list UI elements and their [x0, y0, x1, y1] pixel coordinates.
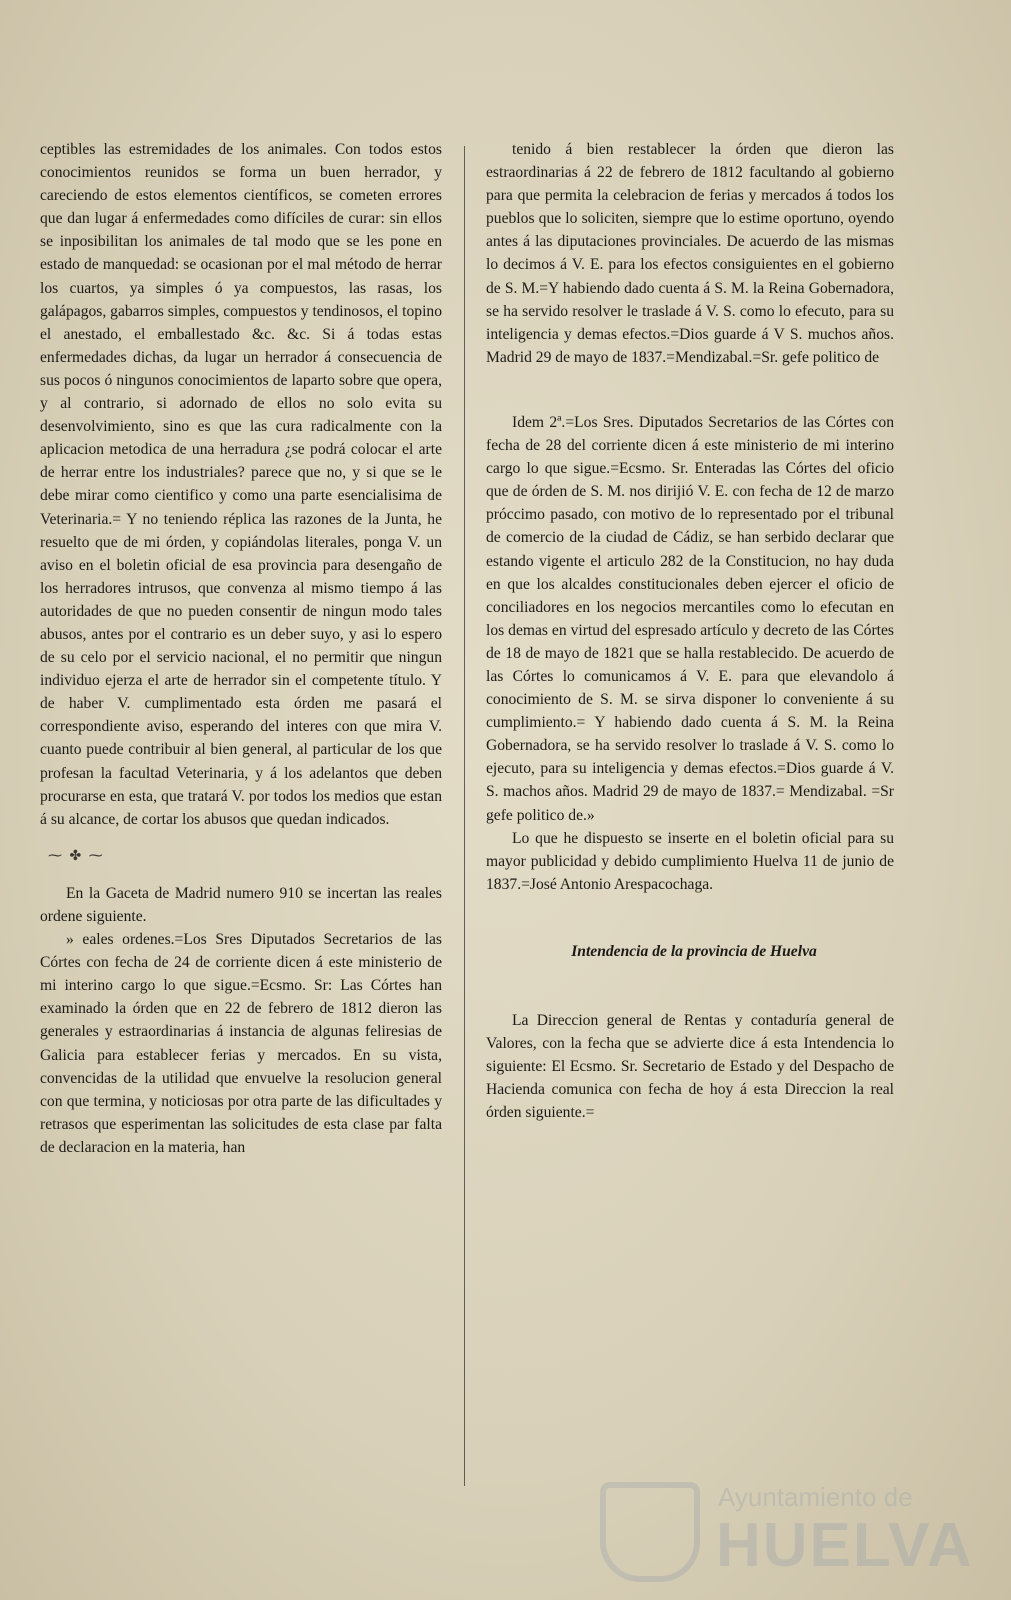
- right-paragraph-4: La Direccion general de Rentas y contaduría general de Valores, con la fecha que se advierte dice á esta Intendencia lo siguiente: El Ecsmo. Sr. Secretario de Estado y del Despacho de Hacienda comunica con fecha de hoy á esta Direccion la real órden siguiente.=: [486, 1012, 894, 1122]
- shield-icon: [600, 1482, 700, 1582]
- spacer: [486, 963, 894, 1009]
- section-heading: Intendencia de la provincia de Huelva: [571, 942, 817, 960]
- right-column: [486, 138, 894, 1124]
- ornament-divider: ⁓ ✤ ⁓: [48, 848, 105, 864]
- left-paragraph-3: » eales ordenes.=Los Sres Diputados Secretarios de las Córtes con fecha de 24 de corriente dicen á este ministerio de mi interino cargo lo que sigue.=Ecsmo. Sr: Las Córtes han examinado la órden que en 22 de febrero de 1812 dieron las generales y estraordinarias á instancia de algunas feliresias de Galicia para establecer ferias y mercados. En su vista, convencidas de la utilidad que envuelve la resolucion general con que termina, y noticiosas por otra parte de las dificultades y retrasos que esperimentan las solicitudes de esta clase par falta de declaracion en la materia, han: [40, 931, 442, 1156]
- archive-watermark: [600, 1474, 974, 1594]
- spacer: [486, 369, 894, 411]
- watermark-big-text: HUELVA: [716, 1511, 974, 1580]
- left-column: [40, 138, 442, 1159]
- watermark-small-text: Ayuntamiento de: [718, 1482, 913, 1512]
- right-paragraph-3: Lo que he dispuesto se inserte en el boletin oficial para su mayor publicidad y debido cumplimiento Huelva 11 de junio de 1837.=José Antonio Arespacochaga.: [486, 829, 894, 893]
- left-paragraph-2: En la Gaceta de Madrid numero 910 se incertan las reales ordene siguiente.: [40, 884, 442, 925]
- spacer: [486, 896, 894, 940]
- right-paragraph-1: tenido á bien restablecer la órden que dieron las estraordinarias á 22 de febrero de 1812 facultando al gobierno para que permita la celebracion de ferias y mercados á todos los pueblos que lo soliciten, siempre que lo estime oportuno, oyendo antes á las diputaciones provinciales. De acuerdo de las mismas lo decimos á V. E. para los efectos consiguientes en el gobierno de S. M.=Y habiendo dado cuenta á S. M. la Reina Gobernadora, se ha servido resolver le traslade á V. S. como lo efecuto, para su inteligencia y demas efectos.=Dios guarde á V S. muchos años. Madrid 29 de mayo de 1837.=Mendizabal.=Sr. gefe politico de: [486, 141, 894, 366]
- column-divider: [464, 146, 465, 1486]
- right-paragraph-2: Idem 2ª.=Los Sres. Diputados Secretarios de las Córtes con fecha de 28 del corriente dicen á este ministerio de mi interino cargo lo que sigue.=Ecsmo. Sr. Enteradas las Córtes del oficio que de órden de S. M. nos dirijió V. E. con fecha de 12 de marzo próccimo pasado, con motivo de lo representado por el tribunal de comercio de la ciudad de Cádiz, se han serbido declarar que estando vigente el articulo 282 de la Constitucion, no hay duda en que los alcaldes constitucionales deben ejercer el oficio de conciliadores en los negocios mercantiles como lo efecutan en los demas en virtud del espresado artículo y decreto de las Córtes de 18 de mayo de 1821 que se halla restablecido. De acuerdo de las Córtes lo comunicamos á V. E. para que elevandolo á conocimiento de S. M. se sirva disponer lo conveniente á su cumplimiento.= Y habiendo dado cuenta á S. M. la Reina Gobernadora, se ha servido resolver lo traslade á V. S. como lo ejecuto, para su inteligencia y demas efectos.=Dios guarde á V. S. machos años. Madrid 29 de mayo de 1837.= Mendizabal. =Sr gefe politico de.»: [486, 413, 894, 824]
- left-paragraph-1: ceptibles las estremidades de los animales. Con todos estos conocimientos reunidos se forma un buen herrador, y careciendo de estos elementos científicos, se cometen errores que dan lugar á enfermedades como difíciles de curar: sin ellos se inposibilitan los animales de tal modo que se les pone en estado de manquedad: se ocasionan por el mal método de herrar los cuartos, ya simples ó ya compuestos, las rasas, los galápagos, gabarros simples, compuestos y tendinosos, el topino el anestado, el emballestado &c. &c. Si á todas estas enfermedades dichas, da lugar un herrador á consecuencia de sus pocos ó ningunos conocimientos de laparto sobre que opera, y al contrario, si adornado de ellos no solo evita su desenvolvimiento, sino es que las cura radicalmente con la aplicacion metodica de una herradura ¿se podrá colocar el arte de herrar entre los industriales? parece que no, y si que se le debe mirar como cientifico y como una parte esencialisima de Veterinaria.= Y no teniendo réplica las razones de la Junta, he resuelto que de mi órden, y copiándolas literales, ponga V. un aviso en el boletin oficial de esa provincia para desengaño de los herradores intrusos, que convenza al mismo tiempo á las autoridades de que no pueden consentir de ningun modo tales abusos, antes por el contrario es un deber suyo, y asi lo espero de su celo por el servicio nacional, el no permitir que ningun individuo ejerza el arte de herrador sin el competente título. Y de haber V. cumplimentado esta órden me pasará el correspondiente aviso, esperando del interes con que mira V. cuanto puede contribuir al bien general, al particular de los que profesan la facultad Veterinaria, y á los adelantos que deben procurarse en esta, que tratará V. por todos los medios que estan á su alcance, de cortar los abusos que quedan indicados.: [40, 141, 442, 828]
